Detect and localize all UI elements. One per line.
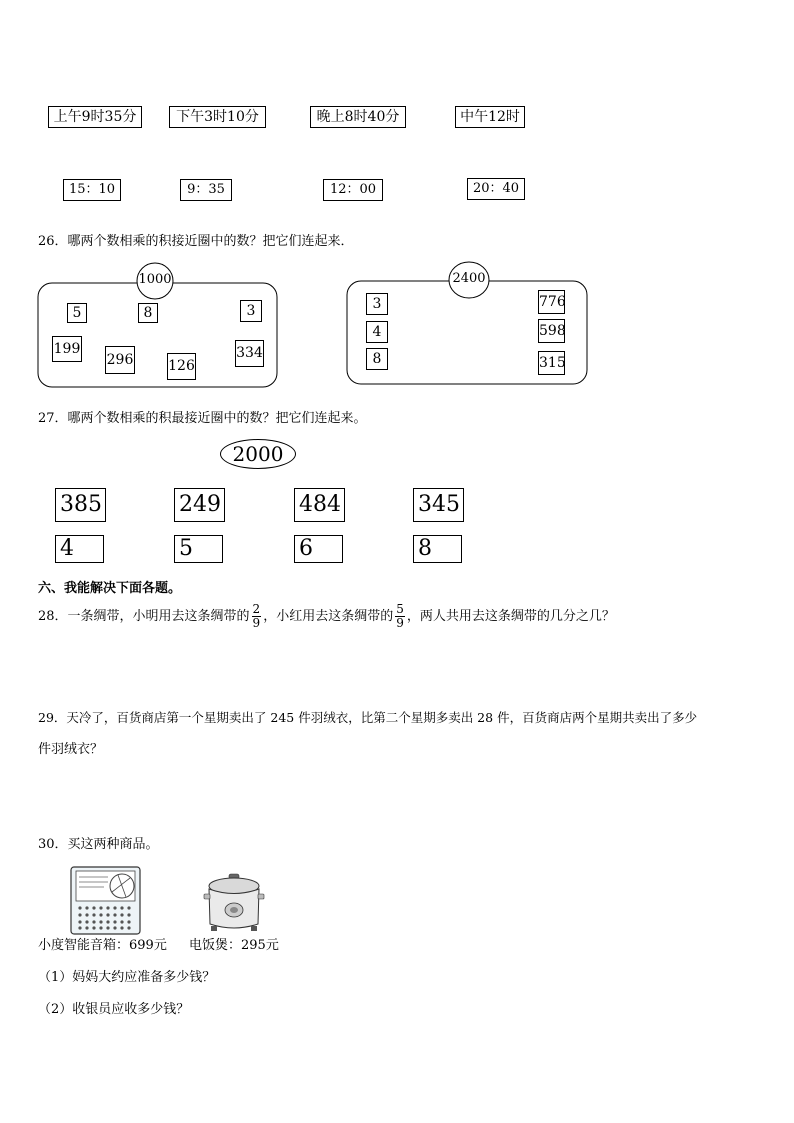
q28-part3: ，两人共用去这条绸带的几分之几？ xyxy=(406,609,615,624)
question-28 xyxy=(38,603,615,631)
number-box: 3 xyxy=(240,300,262,322)
q26-left-target: 1000 xyxy=(138,272,172,287)
time-label-box: 下午3时10分 xyxy=(169,106,266,128)
time-label-box: 晚上8时40分 xyxy=(310,106,406,128)
number-box: 598 xyxy=(538,319,565,343)
digital-time-box: 15：10 xyxy=(63,179,121,201)
question-30-sub1: （1）妈妈大约应准备多少钱？ xyxy=(38,970,216,985)
section-title: 六、我能解决下面各题。 xyxy=(38,581,182,596)
fraction-denominator: 9 xyxy=(396,616,404,630)
digital-time-box: 9：35 xyxy=(180,179,232,201)
number-box: 385 xyxy=(55,488,106,522)
q26-frames xyxy=(0,0,794,400)
cooker-caption: 电饭煲：295元 xyxy=(189,938,279,953)
question-29-line1: 29．天冷了，百货商店第一个星期卖出了 245 件羽绒衣，比第二个星期多卖出 28 件，百货商店两个星期共卖出了多少 xyxy=(38,710,698,725)
number-box: 315 xyxy=(538,351,565,375)
number-box: 296 xyxy=(105,346,135,374)
question-30: 30．买这两种商品。 xyxy=(38,837,159,852)
digital-time-box: 12：00 xyxy=(323,179,383,201)
q26-right-target: 2400 xyxy=(452,271,486,286)
number-box: 4 xyxy=(55,535,104,563)
smart-speaker-image xyxy=(70,866,142,936)
number-box: 345 xyxy=(413,488,464,522)
q28-part1: 28．一条绸带，小明用去这条绸带的 xyxy=(38,609,250,624)
number-box: 484 xyxy=(294,488,345,522)
number-box: 249 xyxy=(174,488,225,522)
q27-target-oval: 2000 xyxy=(220,439,296,469)
q28-part2: ，小红用去这条绸带的 xyxy=(263,609,394,624)
number-box: 5 xyxy=(67,303,87,323)
number-box: 334 xyxy=(235,340,264,367)
number-box: 8 xyxy=(366,348,388,370)
number-box: 126 xyxy=(167,353,196,380)
question-26: 26．哪两个数相乘的积接近圈中的数？把它们连起来． xyxy=(38,234,354,249)
time-label-box: 上午9时35分 xyxy=(48,106,142,128)
fraction xyxy=(252,603,262,630)
fraction xyxy=(395,603,405,630)
fraction-numerator: 2 xyxy=(252,602,261,616)
number-box: 6 xyxy=(294,535,343,563)
rice-cooker-image xyxy=(203,872,265,934)
number-box: 776 xyxy=(538,290,565,314)
question-29-line2: 件羽绒衣？ xyxy=(38,742,104,757)
question-30-sub2: （2）收银员应收多少钱？ xyxy=(38,1002,190,1017)
number-box: 8 xyxy=(413,535,462,563)
number-box: 3 xyxy=(366,293,388,315)
number-box: 199 xyxy=(52,336,82,362)
number-box: 4 xyxy=(366,321,388,343)
digital-time-box: 20：40 xyxy=(467,178,525,200)
fraction-numerator: 5 xyxy=(396,602,404,616)
number-box: 5 xyxy=(174,535,223,563)
question-27: 27．哪两个数相乘的积最接近圈中的数？把它们连起来。 xyxy=(38,411,367,426)
fraction-denominator: 9 xyxy=(252,616,261,630)
time-label-box: 中午12时 xyxy=(455,106,525,128)
speaker-caption: 小度智能音箱：699元 xyxy=(38,938,167,953)
number-box: 8 xyxy=(138,303,158,323)
